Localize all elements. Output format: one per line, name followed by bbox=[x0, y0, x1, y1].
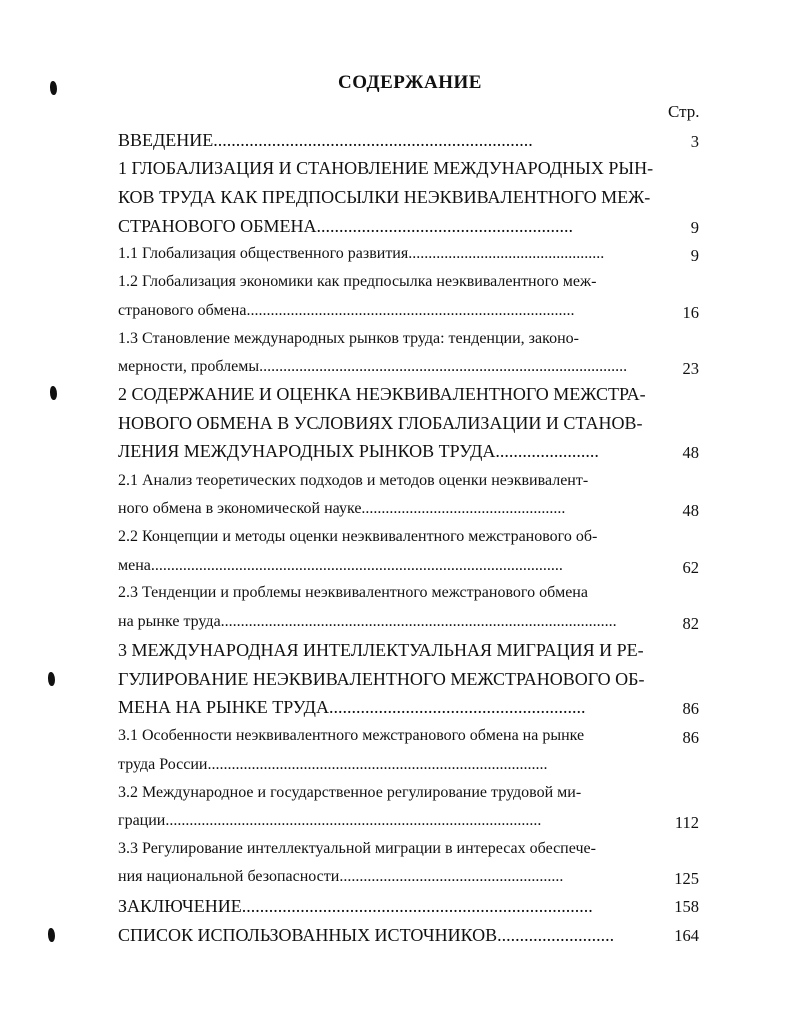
page-number: 86 bbox=[682, 699, 699, 718]
toc-introduction: ВВЕДЕНИЕ....................................................................... bbox=[118, 130, 533, 150]
toc-section-1-2-line-2: странового обмена.................................................................................. bbox=[118, 302, 575, 319]
toc-section-2-1-line-1: 2.1 Анализ теоретических подходов и методов оценки неэквивалент- bbox=[118, 472, 589, 489]
toc-chapter-3-line-3: МЕНА НА РЫНКЕ ТРУДА......................................................... bbox=[118, 697, 586, 717]
page-number: 86 bbox=[682, 728, 699, 747]
page-number: 23 bbox=[682, 359, 699, 378]
page-number: 9 bbox=[690, 218, 699, 237]
binding-mark bbox=[48, 928, 55, 942]
toc-section-3-3-line-1: 3.3 Регулирование интеллектуальной миграции в интересах обеспече- bbox=[118, 840, 596, 857]
binding-mark bbox=[48, 672, 55, 686]
toc-chapter-1-line-1: 1 ГЛОБАЛИЗАЦИЯ И СТАНОВЛЕНИЕ МЕЖДУНАРОДНЫХ РЫН- bbox=[118, 158, 654, 178]
toc-chapter-1-line-2: КОВ ТРУДА КАК ПРЕДПОСЫЛКИ НЕЭКВИВАЛЕНТНОГО МЕЖ- bbox=[118, 187, 651, 207]
page-number: 3 bbox=[690, 132, 699, 151]
binding-mark bbox=[50, 386, 57, 400]
toc-chapter-2-line-2: НОВОГО ОБМЕНА В УСЛОВИЯХ ГЛОБАЛИЗАЦИИ И СТАНОВ- bbox=[118, 413, 643, 433]
page-number: 125 bbox=[674, 869, 699, 888]
toc-references: СПИСОК ИСПОЛЬЗОВАННЫХ ИСТОЧНИКОВ.......................... bbox=[118, 925, 615, 945]
page-number: 158 bbox=[674, 897, 699, 916]
toc-section-2-2-line-1: 2.2 Концепции и методы оценки неэквивалентного межстранового об- bbox=[118, 528, 598, 545]
toc-section-2-1-line-2: ного обмена в экономической науке................................................... bbox=[118, 500, 566, 517]
toc-section-3-1-line-2: труда России..................................................................................... bbox=[118, 756, 548, 773]
page-number: 48 bbox=[682, 501, 699, 520]
toc-section-3-2-line-2: грации.............................................................................................. bbox=[118, 812, 542, 829]
toc-chapter-1-line-3: СТРАНОВОГО ОБМЕНА......................................................... bbox=[118, 216, 574, 236]
page-number: 16 bbox=[682, 303, 699, 322]
toc-section-2-3-line-1: 2.3 Тенденции и проблемы неэквивалентного межстранового обмена bbox=[118, 584, 588, 601]
toc-chapter-3-line-1: 3 МЕЖДУНАРОДНАЯ ИНТЕЛЛЕКТУАЛЬНАЯ МИГРАЦИЯ И РЕ- bbox=[118, 640, 644, 660]
page-number: 9 bbox=[690, 246, 699, 265]
toc-section-3-2-line-1: 3.2 Международное и государственное регулирование трудовой ми- bbox=[118, 784, 582, 801]
binding-mark bbox=[50, 81, 57, 95]
toc-conclusion: ЗАКЛЮЧЕНИЕ.............................................................................. bbox=[118, 896, 593, 916]
page-number: 82 bbox=[682, 614, 699, 633]
toc-section-1-3-line-1: 1.3 Становление международных рынков труда: тенденции, законо- bbox=[118, 330, 579, 347]
toc-section-1-3-line-2: мерности, проблемы............................................................................................ bbox=[118, 358, 628, 375]
page-number: 164 bbox=[674, 926, 699, 945]
toc-chapter-2-line-1: 2 СОДЕРЖАНИЕ И ОЦЕНКА НЕЭКВИВАЛЕНТНОГО МЕЖСТРА- bbox=[118, 384, 646, 404]
toc-chapter-2-line-3: ЛЕНИЯ МЕЖДУНАРОДНЫХ РЫНКОВ ТРУДА....................... bbox=[118, 441, 599, 461]
toc-section-1-1: 1.1 Глобализация общественного развития................................................. bbox=[118, 245, 605, 262]
page-column-header: Стр. bbox=[668, 102, 700, 121]
toc-section-3-1-line-1: 3.1 Особенности неэквивалентного межстранового обмена на рынке bbox=[118, 727, 585, 744]
page-number: 48 bbox=[682, 443, 699, 462]
toc-chapter-3-line-2: ГУЛИРОВАНИЕ НЕЭКВИВАЛЕНТНОГО МЕЖСТРАНОВОГО ОБ- bbox=[118, 669, 645, 689]
toc-section-2-3-line-2: на рынке труда................................................................................................... bbox=[118, 613, 617, 630]
page-number: 62 bbox=[682, 558, 699, 577]
toc-section-1-2-line-1: 1.2 Глобализация экономики как предпосылка неэквивалентного меж- bbox=[118, 273, 597, 290]
toc-section-3-3-line-2: ния национальной безопасности........................................................ bbox=[118, 868, 564, 885]
page-number: 112 bbox=[674, 813, 699, 832]
toc-section-2-2-line-2: мена....................................................................................................... bbox=[118, 557, 563, 574]
page-title: СОДЕРЖАНИЕ bbox=[338, 72, 482, 93]
